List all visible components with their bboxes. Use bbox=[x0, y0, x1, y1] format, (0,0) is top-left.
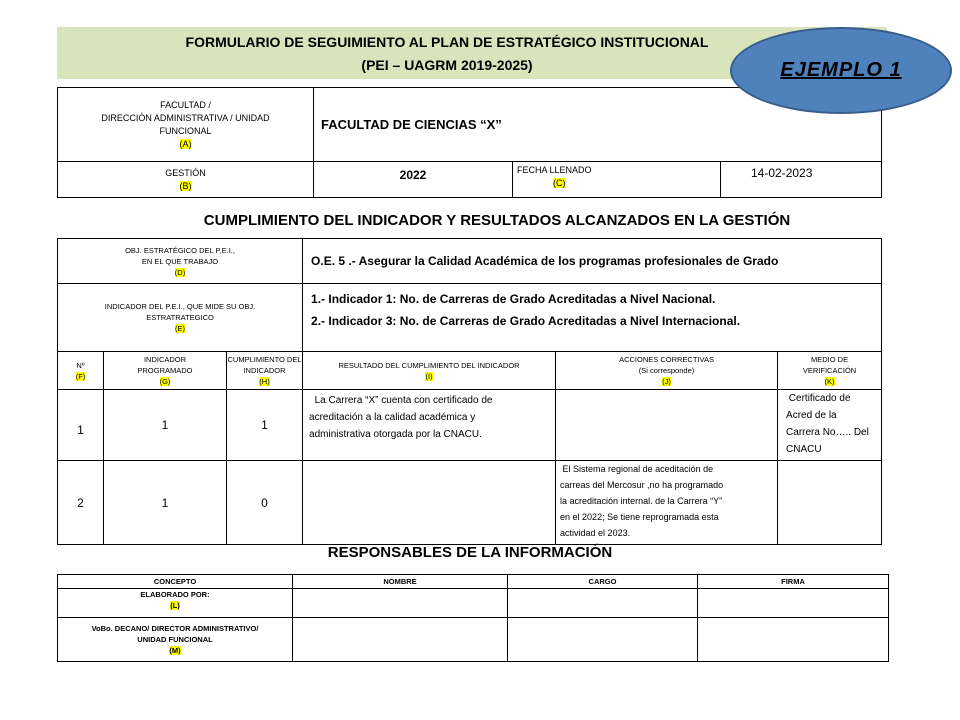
row2-acciones-line1: El Sistema regional de aceditación de bbox=[560, 464, 714, 474]
col-header-programado bbox=[104, 352, 227, 390]
row2-cumplimiento: 0 bbox=[227, 461, 303, 545]
ind-code: (E) bbox=[175, 324, 186, 333]
facultad-label-line1: FACULTAD / bbox=[160, 99, 211, 110]
facultad-value: FACULTAD DE CIENCIAS “X” bbox=[321, 116, 502, 132]
resp-vobo-code: (M) bbox=[169, 646, 181, 655]
responsables-table bbox=[57, 574, 889, 662]
table-row bbox=[58, 461, 882, 545]
fecha-label: FECHA LLENADO bbox=[517, 165, 592, 175]
gestion-label: GESTIÓN bbox=[165, 167, 206, 178]
row2-acciones bbox=[556, 461, 778, 545]
ind-label-line2: ESTRATRATEGICO bbox=[146, 313, 214, 322]
form-title: FORMULARIO DE SEGUIMIENTO AL PLAN DE ESTRATÉGICO INSTITUCIONAL bbox=[185, 34, 709, 50]
table-row bbox=[58, 390, 882, 461]
resp-elaborado-code: (L) bbox=[170, 601, 180, 610]
badge-label: EJEMPLO 1 bbox=[780, 59, 902, 81]
row2-programado: 1 bbox=[104, 461, 227, 545]
row2-resultado bbox=[303, 461, 556, 545]
col-header-programado-code: (G) bbox=[159, 377, 171, 386]
row1-programado: 1 bbox=[104, 390, 227, 461]
ind-label-line1: INDICADOR DEL P.E.I., QUE MIDE SU OBJ. bbox=[104, 302, 256, 311]
fecha-label-cell bbox=[513, 162, 721, 198]
resp-vobo-cell bbox=[58, 618, 293, 662]
row1-medio-line3: Carrera No….. Del bbox=[786, 427, 869, 438]
col-header-acciones-code: (J) bbox=[662, 377, 671, 386]
col-header-resultado bbox=[303, 352, 556, 390]
col-header-acciones-l2: (Si corresponde) bbox=[638, 366, 695, 375]
row1-resultado-line3: administrativa otorgada por la CNACU. bbox=[309, 429, 482, 440]
form-subtitle: (PEI – UAGRM 2019-2025) bbox=[361, 57, 533, 73]
col-header-cumplimiento-code: (H) bbox=[259, 377, 270, 386]
section-title-responsables: RESPONSABLES DE LA INFORMACIÓN bbox=[327, 544, 613, 561]
resp-header-cargo: CARGO bbox=[508, 575, 698, 589]
gestion-label-cell bbox=[58, 162, 314, 198]
gestion-value: 2022 bbox=[399, 168, 427, 182]
row1-cumplimiento: 1 bbox=[227, 390, 303, 461]
facultad-label-line3: FUNCIONAL bbox=[159, 125, 212, 136]
row2-n: 2 bbox=[58, 461, 104, 545]
resp-vobo-firma[interactable] bbox=[698, 618, 889, 662]
col-header-acciones bbox=[556, 352, 778, 390]
row1-n: 1 bbox=[58, 390, 104, 461]
col-header-cumplimiento bbox=[227, 352, 303, 390]
col-header-resultado-code: (I) bbox=[425, 371, 433, 381]
row1-medio-line2: Acred de la bbox=[786, 410, 837, 421]
resp-header-nombre: NOMBRE bbox=[293, 575, 508, 589]
resp-vobo-label-line1: VoBo. DECANO/ DIRECTOR ADMINISTRATIVO/ bbox=[91, 624, 259, 633]
resp-elaborado-cell bbox=[58, 589, 293, 618]
row2-acciones-line3: la acreditación internal. de la Carrera “Y” bbox=[560, 496, 723, 506]
col-header-cumplimiento-l2: INDICADOR bbox=[243, 366, 286, 375]
resp-elaborado-firma[interactable] bbox=[698, 589, 889, 618]
resp-elaborado-nombre[interactable] bbox=[293, 589, 508, 618]
row1-medio bbox=[778, 390, 882, 461]
obj-label-line1: OBJ. ESTRATÉGICO DEL P.E.I., bbox=[125, 245, 235, 255]
resp-vobo-cargo[interactable] bbox=[508, 618, 698, 662]
row1-acciones bbox=[556, 390, 778, 461]
col-header-medio-l2: VERIFICACIÓN bbox=[802, 366, 857, 375]
row2-acciones-line4: en el 2022; Se tiene reprogramada esta bbox=[560, 512, 719, 522]
section-title-cumplimiento: CUMPLIMIENTO DEL INDICADOR Y RESULTADOS ALCANZADOS EN LA GESTIÓN bbox=[203, 212, 791, 229]
fecha-value-cell bbox=[721, 162, 882, 198]
row1-resultado bbox=[303, 390, 556, 461]
col-header-medio-code: (K) bbox=[824, 377, 835, 386]
col-header-resultado-l1: RESULTADO DEL CUMPLIMIENTO DEL INDICADOR bbox=[338, 360, 520, 370]
obj-value-cell bbox=[303, 239, 882, 284]
obj-label-line2: EN EL QUE TRABAJO bbox=[141, 256, 219, 266]
ind-value-cell bbox=[303, 284, 882, 352]
resp-vobo-label-line2: UNIDAD FUNCIONAL bbox=[137, 635, 213, 644]
obj-label-cell bbox=[58, 239, 303, 284]
row1-resultado-line2: acreditación a la calidad académica y bbox=[309, 412, 476, 423]
fecha-code: (C) bbox=[553, 178, 566, 188]
fecha-value: 14-02-2023 bbox=[751, 166, 813, 180]
gestion-value-cell bbox=[314, 162, 513, 198]
obj-value: O.E. 5 .- Asegurar la Calidad Académica de los programas profesionales de Grado bbox=[311, 254, 779, 268]
col-header-acciones-l1: ACCIONES CORRECTIVAS bbox=[619, 355, 714, 364]
row1-resultado-line1: La Carrera “X” cuenta con certificado de bbox=[309, 395, 493, 406]
row2-medio bbox=[778, 461, 882, 545]
col-header-cumplimiento-l1: CUMPLIMIENTO DEL bbox=[227, 355, 302, 364]
col-header-medio-l1: MEDIO DE bbox=[810, 355, 849, 364]
row1-medio-line4: CNACU bbox=[786, 444, 822, 455]
resp-elaborado-label: ELABORADO POR: bbox=[140, 590, 210, 599]
facultad-code: (A) bbox=[179, 138, 192, 149]
resp-header-concepto: CONCEPTO bbox=[58, 575, 293, 589]
ind-value-1: 1.- Indicador 1: No. de Carreras de Grado Acreditadas a Nivel Nacional. bbox=[311, 292, 716, 306]
facultad-label-line2: DIRECCIÓN ADMINISTRATIVA / UNIDAD bbox=[101, 112, 270, 123]
col-header-n bbox=[58, 352, 104, 390]
col-header-n-code: (F) bbox=[75, 371, 86, 381]
info-table bbox=[57, 87, 882, 198]
col-header-medio bbox=[778, 352, 882, 390]
resp-vobo-nombre[interactable] bbox=[293, 618, 508, 662]
col-header-n-label: Nº bbox=[76, 360, 85, 370]
ind-label-cell bbox=[58, 284, 303, 352]
resp-header-firma: FIRMA bbox=[698, 575, 889, 589]
resp-elaborado-cargo[interactable] bbox=[508, 589, 698, 618]
row2-acciones-line2: carreas del Mercosur ,no ha programado bbox=[560, 480, 724, 490]
ind-value-2: 2.- Indicador 3: No. de Carreras de Grado Acreditadas a Nivel Internacional. bbox=[311, 314, 741, 328]
table-row bbox=[58, 589, 889, 618]
col-header-programado-l1: INDICADOR bbox=[143, 355, 187, 364]
col-header-programado-l2: PROGRAMADO bbox=[137, 366, 193, 375]
row1-medio-line1: Certificado de bbox=[786, 393, 851, 404]
row2-acciones-line5: actividad el 2023. bbox=[560, 528, 631, 538]
cumplimiento-table bbox=[57, 238, 882, 545]
table-row bbox=[58, 618, 889, 662]
obj-code: (D) bbox=[174, 267, 186, 277]
facultad-label-cell bbox=[58, 88, 314, 162]
ejemplo-badge bbox=[730, 27, 952, 114]
gestion-code: (B) bbox=[179, 180, 192, 191]
